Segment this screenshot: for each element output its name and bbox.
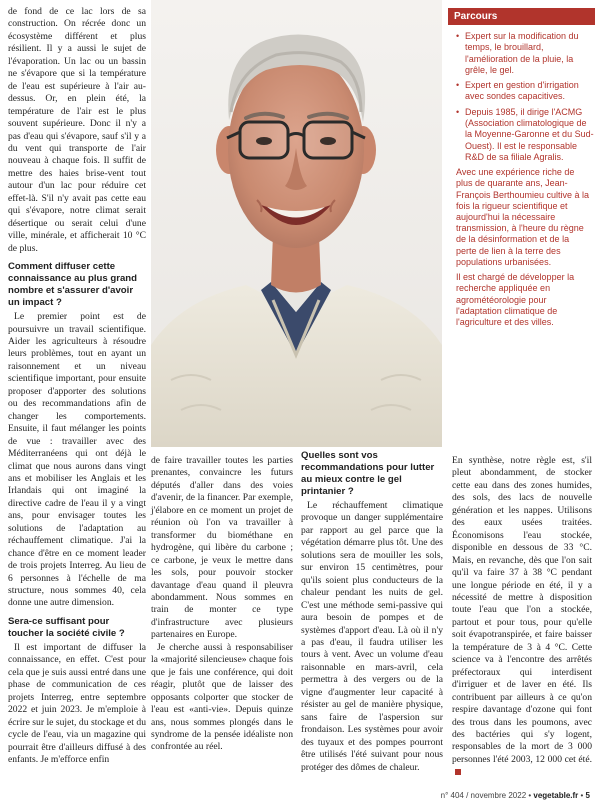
article-subheading: Quelles sont vos recommandations pour lutter au mieux contre le gel printanier ? [301, 450, 435, 497]
article-paragraph: de fond de ce lac lors de sa construction. On récrée donc un écosystème différent et plus résilient. Il y a aussi le sujet de l'évaporation. Un lac ou un bassin ne s'évapore que si la température de l'eau est supérieure à l'air au-dessus. Or, en plein été, la température de l'air est le plus souvent supérieure. Donc il n'y a pas d'eau qui s'évapore, sauf s'il y a du vent qui transporte de l'air nouveau à chaque fois. Il suffit de mettre des haies brise-vent tout autour d'un lac pour réduire cet effet-là. S'il n'y avait pas cette eau qui s'évapore, notre climat serait désertique ou serait celui d'une ville, minérale, et afficherait 10 °C de plus. [8, 6, 146, 254]
page-footer: n° 404 / novembre 2022 • vegetable.fr • 5 [440, 791, 590, 800]
article-paragraph: Le premier point est de poursuivre un travail scientifique. Aider les agriculteurs à résoudre leurs problèmes, tout en ayant un raisonnement et un niveau scientifique important, pour ensuite proposer d'apporter des solutions ou des recommandations afin de changer les comportements. Ensuite, il faut mélanger les points de vue : travailler avec des Méditerranéens qui ont déjà le climat que nous aurons dans vingt ans et mobiliser les Anglais et les Irlandais qui ont imaginé la directive cadre de l'eau il y a vingt ans, pour envisager toutes les solutions de l'adaptation au réchauffement climatique. J'ai la chance d'être en ce moment leader de trois projets Interreg. Au lieu de 6 personnes à l'échelle de ma structure, nous sommes 40, cela donne une autre dimension. [8, 311, 146, 609]
article-column-4 [452, 455, 592, 779]
sidebar-paragraph: Avec une expérience riche de plus de quarante ans, Jean-François Berthoumieu cultive à la fois la rigueur scientifique et aujourd'hui la nécessaire transmission, à l'heure du règne de la désinformation et de la perte de lien à la terre des populations urbanisées. [456, 167, 590, 267]
sidebar-bullet-item: • Depuis 1985, il dirige l'ACMG (Association climatologique de la Moyenne-Garonne et du Sud-Ouest). Il est le responsable R&D de sa filiale Agralis. [456, 107, 595, 163]
parcours-sidebar [448, 8, 595, 406]
article-paragraph-text: En synthèse, notre règle est, s'il pleut abondamment, de stocker cette eau dans des zones humides, des sols, des lacs de nouvelle génération et les nappes. Utilisons des eaux usées traitées. Économisons l'eau stockée, disponible en dessous de 33 °C. Mais, en revanche, dès que l'on sait qu'il va faire 37 à 38 °C pendant une longue période en été, il y a nécessité de mettre à disposition toute l'eau que l'on a stockée, partout et pour tous, pour qu'elle soit évapotranspirée, et faire baisser la température de 3 à 4 °C. Cette science va à l'encontre des arrêtés préfectoraux qui interdisent d'irriguer et de laver en été. Ils contribuent par ailleurs à ce qu'on respire davantage d'ozone qui font des trous dans les poumons, avec des bactéries qui s'y logent, responsables de la mort de 3 000 personnes l'été 2003, 12 000 cet été. [452, 455, 592, 765]
website-name: vegetable.fr [533, 791, 579, 800]
sidebar-bullet-list [448, 31, 595, 163]
article-column-3 [301, 450, 443, 774]
article-subheading: Sera-ce suffisant pour toucher la société civile ? [8, 615, 125, 639]
page-number: 5 [585, 791, 590, 800]
article-paragraph: Je cherche aussi à responsabiliser la «majorité silencieuse» chaque fois que je fais une conférence, qui doit réagir, plutôt que de laisser des opposants colporter que stocker de l'eau est «anti-vie». Depuis quinze ans, nous sommes plongés dans le syndrome de la pensée idéaliste non confrontée au réel. [151, 641, 293, 753]
article-subheading: Comment diffuser cette connaissance au plus grand nombre et s'assurer d'avoir un impact ? [8, 261, 138, 309]
article-paragraph: Le réchauffement climatique provoque un danger supplémentaire par rapport au gel parce que la végétation démarre plus tôt. Une des solutions sera de mouiller les sols, sur environ 15 centimètres, pour qu'ils soient plus conducteurs de la chaleur pendant les nuits de gel. C'est une méthode semi-passive qui aura besoin de pompes et de systèmes d'apport d'eau. Là où il n'y a pas d'eau, il faudra utiliser les tours à vent. Avec un volume d'eau raisonnable en mars-avril, cela permettra à des vergers ou de la vigne d'augmenter leur capacité à résister au gel de manière physique, sans faire de l'aspersion sur frondaison. Les systèmes pour avoir des tuyaux et des pompes pourront être utilisés l'été suivant pour nous protéger des dômes de chaleur. [301, 500, 443, 773]
end-of-article-mark [455, 769, 461, 775]
article-paragraph [452, 455, 592, 779]
issue-number: n° 404 / novembre 2022 [440, 791, 527, 800]
article-column-2 [151, 455, 293, 754]
sidebar-title: Parcours [448, 8, 595, 25]
sidebar-bullet-item: • Expert en gestion d'irrigation avec sondes capacitives. [456, 80, 595, 103]
sidebar-bullet-item: • Expert sur la modification du temps, le brouillard, l'amélioration de la pluie, la grêle, le gel. [456, 31, 595, 76]
portrait-illustration [151, 0, 442, 447]
article-paragraph: de faire travailler toutes les parties prenantes, convaincre les futurs députés d'aller dans des voies d'avenir, de la financer. Par exemple, j'élabore en ce moment un projet de réunion où l'on va travailler à transformer du biométhane en hydrogène, qui libère du carbone ; ce carbone, je veux le mettre dans les sols, pour pouvoir stocker davantage d'eau quand il pleuvra abondamment. Nous sommes en train de monter ce type d'infrastructure avec plusieurs partenaires en Europe. [151, 455, 293, 641]
article-paragraph: Il est important de diffuser la connaissance, en effet. C'est pour cela que je suis aussi entré dans une phase de communication de ces projets Interreg, entre septembre 2022 et juin 2023. Je m'emploie à écrire sur le sujet, du stockage et du cycle de l'eau, via un magazine qui pourrait être d'ailleurs diffusé à des enfants. Je m'efforce enfin [8, 641, 146, 766]
portrait-photo [151, 0, 442, 447]
sidebar-paragraph: Il est chargé de développer la recherche appliquée en agrométéorologie pour l'adaptation climatique de l'agriculture et des villes. [456, 272, 575, 327]
article-column-1 [8, 6, 146, 766]
